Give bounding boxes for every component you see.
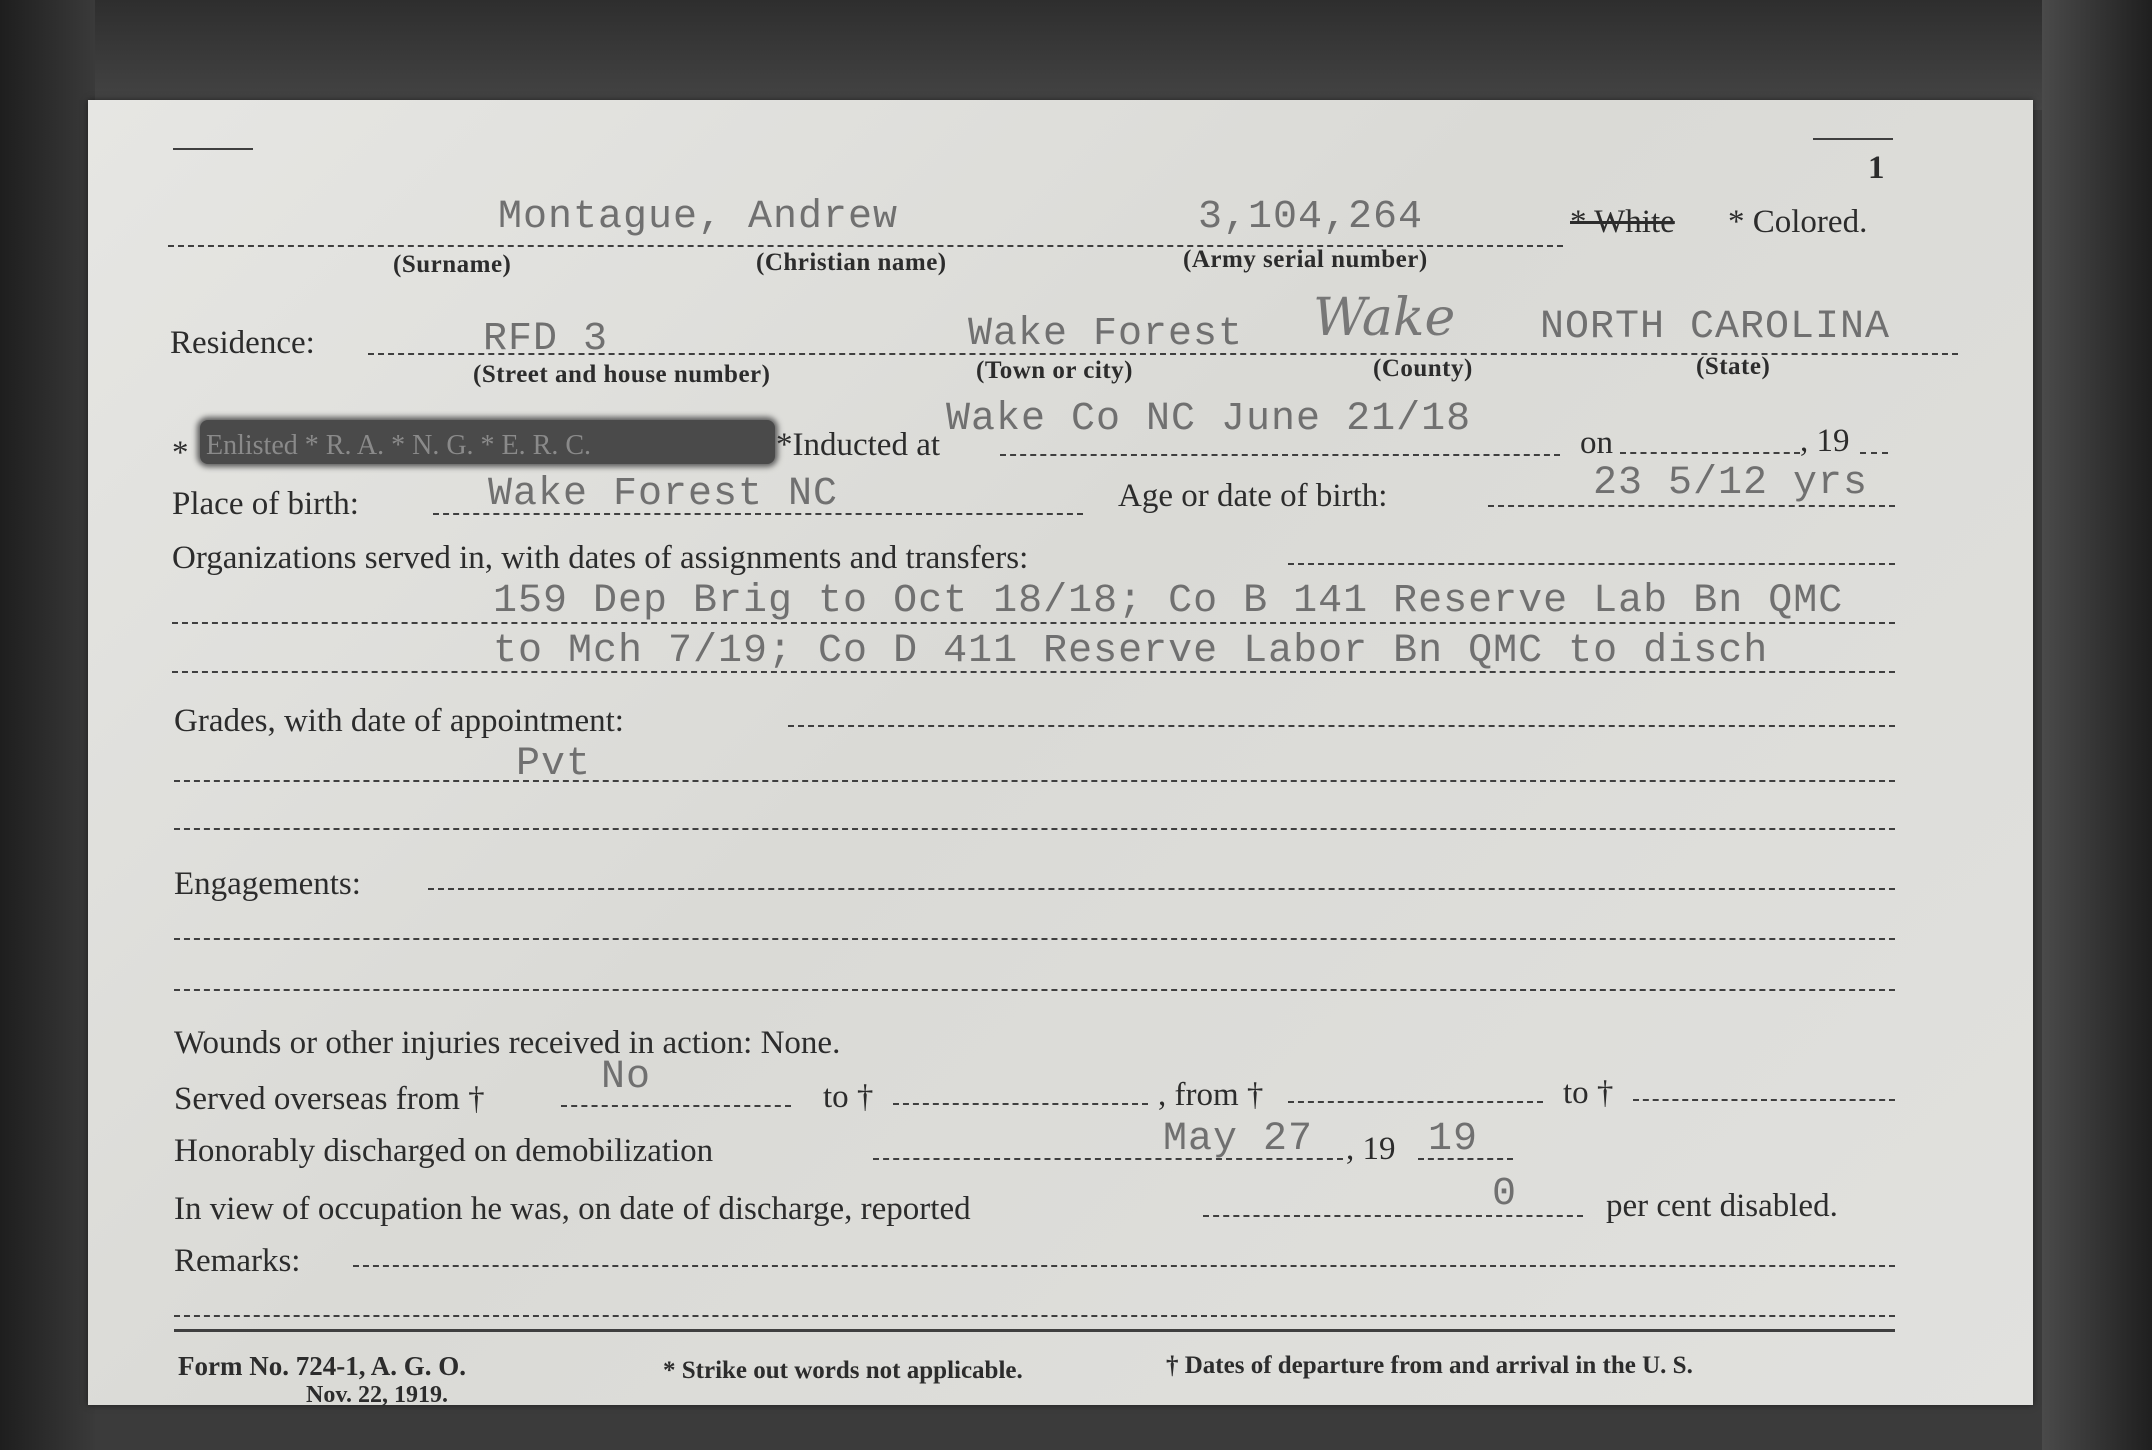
form-number: Form No. 724-1, A. G. O. (178, 1351, 466, 1381)
on-year-line (1860, 452, 1888, 454)
caption-street: (Street and house number) (473, 361, 771, 388)
service-record-card (88, 100, 2033, 1408)
overseas-label: Served overseas from † (174, 1081, 485, 1117)
inducted-line (1000, 454, 1560, 456)
strike-note: * Strike out words not applicable. (663, 1357, 1023, 1384)
residence-street: RFD 3 (483, 317, 609, 362)
remarks-label: Remarks: (174, 1243, 301, 1279)
residence-town: Wake Forest (968, 312, 1244, 357)
organizations-line-0 (1288, 563, 1895, 565)
footer-rule (174, 1329, 1895, 1332)
residence-county: Wake (1313, 288, 1456, 348)
place-of-birth-line (433, 513, 1083, 515)
discharge-year: 19 (1428, 1117, 1479, 1162)
organizations-line2: to Mch 7/19; Co D 411 Reserve Labor Bn QMC to disch (493, 629, 1769, 674)
inducted-label: *Inducted at (776, 427, 941, 463)
overseas-from-value: No (601, 1055, 652, 1100)
overseas-from-line-2 (1288, 1101, 1543, 1103)
occupation-label: In view of occupation he was, on date of discharge, reported (174, 1191, 971, 1227)
residence-state: NORTH CAROLINA (1540, 305, 1891, 350)
discharged-label: Honorably discharged on demobilization (174, 1133, 714, 1169)
disabled-label: per cent disabled. (1606, 1188, 1838, 1224)
remarks-line-1 (174, 1315, 1895, 1317)
on-date-line (1620, 452, 1800, 454)
colored-option: * Colored. (1728, 204, 1868, 240)
organizations-label: Organizations served in, with dates of assignments and transfers: (172, 540, 1029, 576)
place-of-birth: Wake Forest NC (488, 472, 839, 517)
caption-christian-name: (Christian name) (756, 249, 947, 276)
overseas-to-line (893, 1103, 1148, 1105)
year-prefix: , 19 (1800, 423, 1850, 459)
age-line (1488, 505, 1895, 507)
form-date: Nov. 22, 1919. (306, 1382, 449, 1408)
organizations-line1: 159 Dep Brig to Oct 18/18; Co B 141 Reserve Lab Bn QMC (493, 579, 1844, 624)
remarks-line-0 (353, 1265, 1895, 1267)
caption-state: (State) (1696, 353, 1771, 380)
engagements-label: Engagements: (174, 866, 361, 902)
white-option-struck: * White (1570, 204, 1675, 240)
organizations-line-1 (172, 622, 1895, 624)
enlisted-options: Enlisted * R. A. * N. G. * E. R. C. (206, 430, 592, 461)
grades-line-0 (788, 725, 1895, 727)
age-label: Age or date of birth: (1118, 478, 1388, 514)
age-value: 23 5/12 yrs (1593, 461, 1869, 506)
on-label: on (1580, 425, 1613, 461)
scan-background-right (2042, 0, 2152, 1450)
place-of-birth-label: Place of birth: (172, 486, 359, 522)
disabled-line (1203, 1215, 1583, 1217)
grades-label: Grades, with date of appointment: (174, 703, 624, 739)
caption-town: (Town or city) (976, 357, 1133, 384)
discharge-date: May 27 (1163, 1117, 1314, 1162)
overseas-from-line (561, 1105, 791, 1107)
disabled-percent: 0 (1492, 1172, 1518, 1217)
grades-line-1 (174, 780, 1895, 782)
from-label-2: , from † (1158, 1077, 1264, 1113)
engagements-line-2 (174, 989, 1895, 991)
wounds-label: Wounds or other injuries received in action: None. (174, 1025, 841, 1061)
inducted-at-place: Wake Co NC June 21/18 (946, 397, 1472, 442)
caption-county: (County) (1373, 355, 1473, 382)
corner-mark-right (1813, 138, 1893, 140)
asterisk: * (172, 435, 189, 471)
scan-background-left (0, 0, 95, 1450)
discharge-year-prefix: , 19 (1346, 1131, 1396, 1167)
organizations-line-2 (172, 671, 1895, 673)
to-label-1: to † (823, 1079, 874, 1115)
corner-mark-left (173, 148, 253, 150)
dates-note: † Dates of departure from and arrival in the U. S. (1166, 1352, 1693, 1379)
page-number: 1 (1868, 150, 1885, 186)
grade-value: Pvt (516, 742, 592, 787)
residence-label: Residence: (170, 325, 315, 361)
engagements-line-1 (174, 938, 1895, 940)
discharge-year-line (1418, 1158, 1513, 1160)
scan-background-top (0, 0, 2152, 110)
grades-line-2 (174, 828, 1895, 830)
overseas-to-line-2 (1633, 1099, 1895, 1101)
army-serial-number: 3,104,264 (1198, 195, 1424, 240)
caption-surname: (Surname) (393, 251, 512, 278)
to-label-2: to † (1563, 1075, 1614, 1111)
surname-christian-name: Montague, Andrew (498, 195, 899, 240)
caption-serial-number: (Army serial number) (1183, 246, 1428, 273)
engagements-line-0 (428, 888, 1895, 890)
